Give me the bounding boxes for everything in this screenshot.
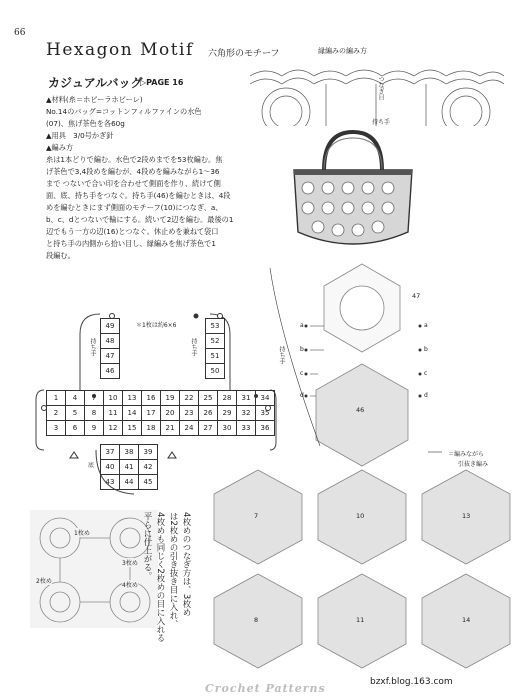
- join-label-1: 1枚め: [74, 530, 90, 537]
- watermark: Crochet Patterns: [205, 682, 326, 695]
- grid-cell: 40: [101, 460, 120, 475]
- method-line: めを編むときにまず側面のモチーフ(10)につなぎ、a、: [46, 203, 223, 212]
- grid-cell: 4: [66, 391, 85, 406]
- method-line: 段編む。: [46, 251, 75, 260]
- grid-cell: 44: [120, 475, 139, 490]
- grid-cell: 41: [120, 460, 139, 475]
- grid-cell: 50: [206, 364, 225, 379]
- tools-value: 3/0号かぎ針: [73, 131, 114, 140]
- grid-cell: 49: [101, 319, 120, 334]
- grid-cell: 16: [142, 391, 161, 406]
- join-instruction-line: は2枚めの引き抜き目に入れ、: [168, 512, 178, 628]
- grid-cell: 6: [66, 421, 85, 436]
- grid-cell: 28: [218, 391, 237, 406]
- bottom-panel-grid: [100, 444, 158, 490]
- join-note-line2: 引抜き編み: [458, 461, 489, 468]
- grid-cell: 47: [101, 349, 120, 364]
- grid-cell: 52: [206, 334, 225, 349]
- grid-cell: 22: [180, 391, 199, 406]
- grid-cell: 21: [161, 421, 180, 436]
- grid-note: ＊1枚は約6×6: [136, 322, 177, 329]
- rim-side-label: つなぎ目: [377, 76, 384, 100]
- motif-letter: d: [300, 392, 304, 399]
- grid-cell: 7: [85, 391, 104, 406]
- method-line: げ茶色で3,4段めを編むが、4段めを編みながら1～36: [46, 167, 220, 176]
- materials-block: ▲材料(糸＝ホビーラホビーレ) No.14のバッグ=コットンフィルファインの水色 (07)、焦げ茶色を各60g ▲用具 3/0号かぎ針 ▲編み方 糸は1本どりで編む。水色で2段めまでを53枚編む。焦 げ茶色で3,4段めを編むが、4段めを編みながら1～36 まで つないで合い印を合わせて側面を作り、続けて側 面、底、持ち手をつなぐ。持ち手(46)を編むときは、4段 めを編むときにまず側面のモチーフ(10)につなぎ、a、 b、c、dとつないで輪にする。続いて2辺を編む。最後の1 辺でもう一方の辺(16)とつなぐ。休止めを兼ねて袋口 と持ち手の内側から拾い目し、縁編みを焦げ茶色で1 段編む。: [46, 95, 234, 260]
- grid-cell: 11: [104, 406, 123, 421]
- grid-cell: 18: [142, 421, 161, 436]
- grid-cell: 29: [218, 406, 237, 421]
- grid-cell: 33: [237, 421, 256, 436]
- motif-letter: d: [424, 392, 428, 399]
- motif-number: 7: [254, 512, 259, 520]
- grid-bottom-label: 底: [88, 462, 95, 469]
- grid-cell: 19: [161, 391, 180, 406]
- grid-cell: 17: [142, 406, 161, 421]
- grid-cell: 35: [256, 406, 275, 421]
- method-line: 面、底、持ち手をつなぐ。持ち手(46)を編むときは、4段: [46, 191, 231, 200]
- motif-letter: c: [424, 370, 428, 377]
- grid-cell: 13: [123, 391, 142, 406]
- join-label-3: 3枚め: [122, 560, 138, 567]
- motif-letter: b: [300, 346, 304, 353]
- motif-number: 47: [412, 292, 421, 300]
- motif-number: 8: [254, 616, 259, 624]
- grid-cell: 27: [199, 421, 218, 436]
- footer-url: bzxf.blog.163.com: [370, 677, 453, 687]
- join-instruction-line: 4枚めも同じく2枚めの目に入れる: [155, 512, 165, 642]
- materials-line: No.14のバッグ=コットンフィルファインの水色: [46, 107, 202, 116]
- tools-heading: 用具: [51, 131, 66, 140]
- method-line: まで つないで合い印を合わせて側面を作り、続けて側: [46, 179, 221, 188]
- join-diagram: [30, 510, 158, 628]
- method-line: と持ち手の内側から拾い目し、縁編みを焦げ茶色で1: [46, 239, 216, 248]
- handle-left-cells: [100, 318, 120, 379]
- grid-cell: 37: [101, 445, 120, 460]
- motif-number: 11: [356, 616, 365, 624]
- grid-cell: 20: [161, 406, 180, 421]
- grid-cell: 25: [199, 391, 218, 406]
- grid-handle-right-label: 持ち手: [190, 338, 197, 356]
- grid-cell: 3: [47, 421, 66, 436]
- method-line: 辺でもう一方の辺(16)とつなぐ。休止めを兼ねて袋口: [46, 227, 219, 236]
- materials-line: (07)、焦げ茶色を各60g: [46, 119, 125, 128]
- grid-cell: 8: [85, 406, 104, 421]
- join-instructions: [140, 512, 192, 642]
- grid-cell: 12: [104, 421, 123, 436]
- motif-letter: a: [300, 322, 304, 329]
- grid-cell: 23: [180, 406, 199, 421]
- grid-cell: 5: [66, 406, 85, 421]
- page-number: 66: [14, 28, 26, 38]
- page-title: Hexagon Motif: [46, 40, 194, 60]
- grid-cell: 45: [139, 475, 158, 490]
- join-note-line1: ＝編みながら: [448, 451, 485, 458]
- page-ref: ▷PAGE 16: [140, 78, 184, 87]
- motif-number: 46: [356, 406, 365, 414]
- rim-handle-label: 持ち手: [372, 119, 391, 126]
- grid-cell: 39: [139, 445, 158, 460]
- grid-cell: 51: [206, 349, 225, 364]
- motif-number: 10: [356, 512, 365, 520]
- grid-cell: 14: [123, 406, 142, 421]
- grid-cell: 26: [199, 406, 218, 421]
- bag-illustration: [286, 124, 420, 258]
- motif-letter: a: [424, 322, 428, 329]
- grid-cell: 31: [237, 391, 256, 406]
- join-label-4: 4枚め: [122, 582, 138, 589]
- grid-cell: 24: [180, 421, 199, 436]
- motif-letter: b: [424, 346, 428, 353]
- grid-cell: 10: [104, 391, 123, 406]
- grid-cell: 34: [256, 391, 275, 406]
- grid-cell: 9: [85, 421, 104, 436]
- diagram-top-label: 縁編みの編み方: [318, 47, 367, 55]
- join-instruction-line: 4枚めのつなぎ方は、3枚め: [181, 512, 191, 617]
- grid-cell: 48: [101, 334, 120, 349]
- grid-cell: 38: [120, 445, 139, 460]
- motif-letter: c: [300, 370, 304, 377]
- grid-cell: 43: [101, 475, 120, 490]
- materials-heading: 材料(糸＝ホビーラホビーレ): [51, 95, 143, 104]
- grid-cell: 1: [47, 391, 66, 406]
- section-title: カジュアルバッグ: [48, 76, 143, 90]
- join-instruction-line: 平らに仕上がる。: [142, 512, 152, 580]
- motif-number: 14: [462, 616, 471, 624]
- grid-cell: 36: [256, 421, 275, 436]
- grid-cell: 53: [206, 319, 225, 334]
- grid-cell: 32: [237, 406, 256, 421]
- grid-cell: 30: [218, 421, 237, 436]
- method-line: 糸は1本どりで編む。水色で2段めまでを53枚編む。焦: [46, 155, 223, 164]
- grid-handle-left-label: 持ち手: [89, 338, 96, 356]
- motif-handle-label: 持ち手: [278, 346, 285, 364]
- method-line: b、c、dとつないで輪にする。続いて2辺を編む。最後の1: [46, 215, 234, 224]
- grid-cell: 42: [139, 460, 158, 475]
- grid-cell: 46: [101, 364, 120, 379]
- motif-number: 13: [462, 512, 471, 520]
- grid-cell: 15: [123, 421, 142, 436]
- join-label-2: 2枚め: [36, 578, 52, 585]
- method-heading: 編み方: [51, 143, 74, 152]
- grid-cell: 2: [47, 406, 66, 421]
- page-subtitle: 六角形のモチーフ: [208, 49, 280, 59]
